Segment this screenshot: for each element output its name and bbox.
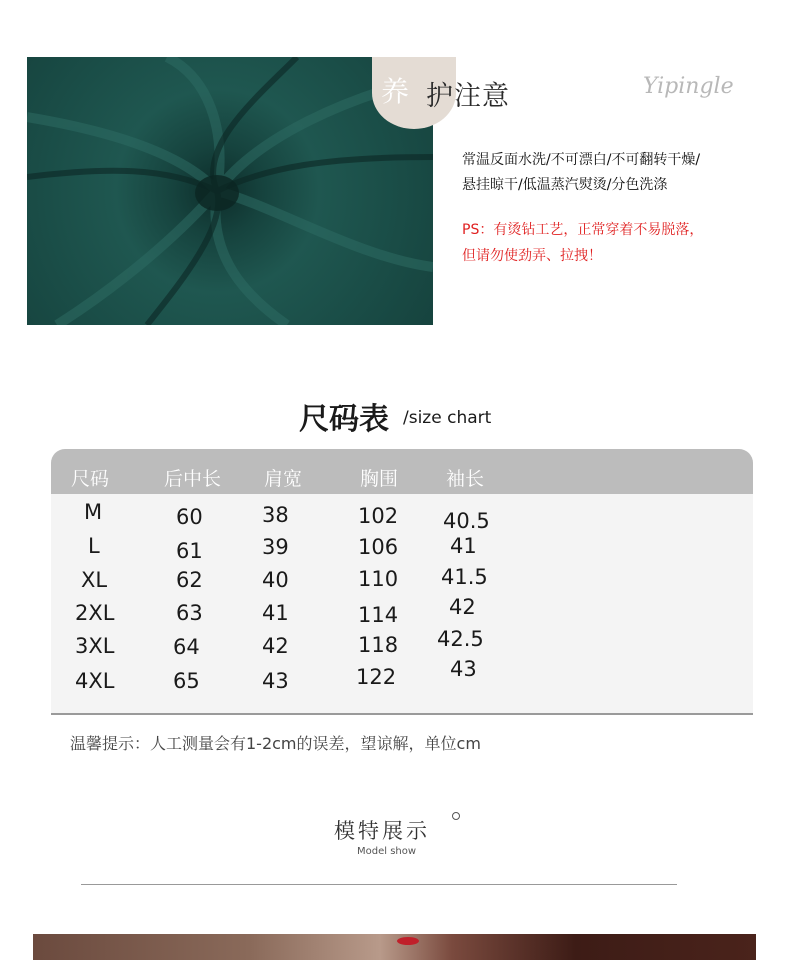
- cell-shoulder: 40: [262, 568, 289, 592]
- cell-sleeve: 40.5: [443, 509, 490, 533]
- cell-shoulder: 42: [262, 634, 289, 658]
- cell-chest: 106: [358, 535, 399, 559]
- cell-back-length: 65: [173, 669, 200, 693]
- brand-logo-text: Yipingle: [643, 74, 734, 99]
- model-photo: [33, 934, 756, 960]
- size-table-header-bar: [51, 449, 753, 494]
- cell-shoulder: 41: [262, 601, 289, 625]
- cell-shoulder: 39: [262, 535, 289, 559]
- header-chest: 胸围: [360, 468, 399, 490]
- header-size: 尺码: [71, 468, 110, 490]
- measurement-tip: 温馨提示：人工测量会有1-2cm的误差，望谅解，单位cm: [70, 734, 481, 753]
- size-chart-title: 尺码表: [299, 402, 389, 437]
- cell-shoulder: 38: [262, 503, 289, 527]
- cell-back-length: 64: [173, 635, 200, 659]
- cell-shoulder: 43: [262, 669, 289, 693]
- model-lips-detail: [397, 937, 419, 945]
- model-show-subtitle: Model show: [357, 846, 417, 857]
- degree-circle-icon: [452, 812, 460, 820]
- care-title-first-char: 养: [381, 75, 410, 108]
- cell-chest: 118: [358, 633, 399, 657]
- cell-chest: 102: [358, 504, 399, 528]
- cell-back-length: 63: [176, 601, 203, 625]
- header-sleeve: 袖长: [446, 468, 485, 490]
- cell-size: 3XL: [75, 634, 115, 658]
- care-ps-line-1: PS：有烫钻工艺，正常穿着不易脱落，: [462, 222, 704, 238]
- care-instructions-line-2: 悬挂晾干/低温蒸汽熨烫/分色洗涤: [462, 177, 668, 193]
- cell-size: L: [88, 534, 100, 558]
- size-chart-subtitle: /size chart: [403, 408, 492, 428]
- cell-chest: 110: [358, 567, 399, 591]
- care-ps-line-2: 但请勿使劲弄、拉拽！: [462, 248, 602, 264]
- cell-sleeve: 42: [449, 595, 476, 619]
- header-shoulder: 肩宽: [264, 468, 303, 490]
- cell-sleeve: 42.5: [437, 627, 484, 651]
- care-instructions-line-1: 常温反面水洗/不可漂白/不可翻转干燥/: [462, 152, 701, 168]
- header-back-length: 后中长: [164, 468, 222, 490]
- size-table-bottom-rule: [51, 713, 753, 715]
- cell-chest: 114: [358, 603, 399, 627]
- size-table-body: [51, 494, 753, 714]
- cell-size: XL: [81, 568, 108, 592]
- cell-sleeve: 41: [450, 534, 477, 558]
- cell-size: 2XL: [75, 601, 115, 625]
- care-title: 护注意: [426, 81, 510, 112]
- cell-sleeve: 41.5: [441, 565, 488, 589]
- cell-chest: 122: [356, 665, 397, 689]
- cell-size: 4XL: [75, 669, 115, 693]
- cell-size: M: [84, 500, 103, 524]
- cell-back-length: 61: [176, 539, 203, 563]
- cell-back-length: 60: [176, 505, 203, 529]
- cell-back-length: 62: [176, 568, 203, 592]
- model-show-title: 模特展示: [334, 819, 430, 843]
- section-divider: [81, 884, 677, 885]
- cell-sleeve: 43: [450, 657, 477, 681]
